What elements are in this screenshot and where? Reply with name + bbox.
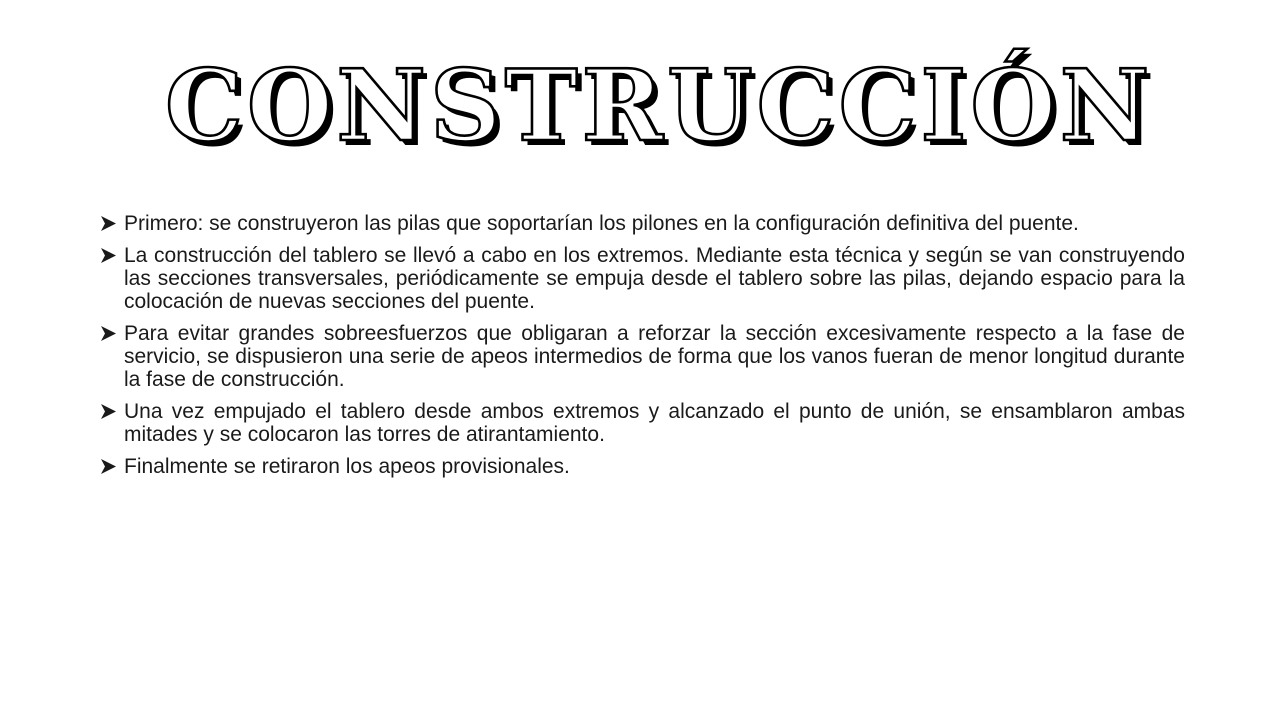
bullet-list — [100, 212, 1185, 487]
bullet-text: Finalmente se retiraron los apeos provisionales. — [124, 455, 570, 478]
bullet-item — [100, 212, 1185, 235]
slide-title: CONSTRUCCIÓN — [165, 49, 1154, 164]
arrowhead-bullet-icon — [100, 458, 117, 475]
bullet-item — [100, 400, 1185, 446]
arrowhead-bullet-icon — [100, 247, 117, 264]
arrowhead-bullet-icon — [100, 403, 117, 420]
bullet-item — [100, 455, 1185, 478]
bullet-text: Para evitar grandes sobreesfuerzos que obligaran a reforzar la sección excesivamente respecto a la fase de servicio, se dispusieron una serie de apeos intermedios de forma que los vanos fueran de menor longitud durante la fase de construcción. — [124, 322, 1185, 391]
bullet-item — [100, 322, 1185, 391]
bullet-item — [100, 244, 1185, 313]
bullet-text: Primero: se construyeron las pilas que soportarían los pilones en la configuración definitiva del puente. — [124, 212, 1079, 235]
arrowhead-bullet-icon — [100, 215, 117, 232]
arrowhead-bullet-icon — [100, 325, 117, 342]
bullet-text: Una vez empujado el tablero desde ambos extremos y alcanzado el punto de unión, se ensamblaron ambas mitades y se colocaron las torres de atirantamiento. — [124, 400, 1185, 446]
bullet-text: La construcción del tablero se llevó a cabo en los extremos. Mediante esta técnica y según se van construyendo las secciones transversales, periódicamente se empuja desde el tablero sobre las pilas, dejando espacio para la colocación de nuevas secciones del puente. — [124, 244, 1185, 313]
